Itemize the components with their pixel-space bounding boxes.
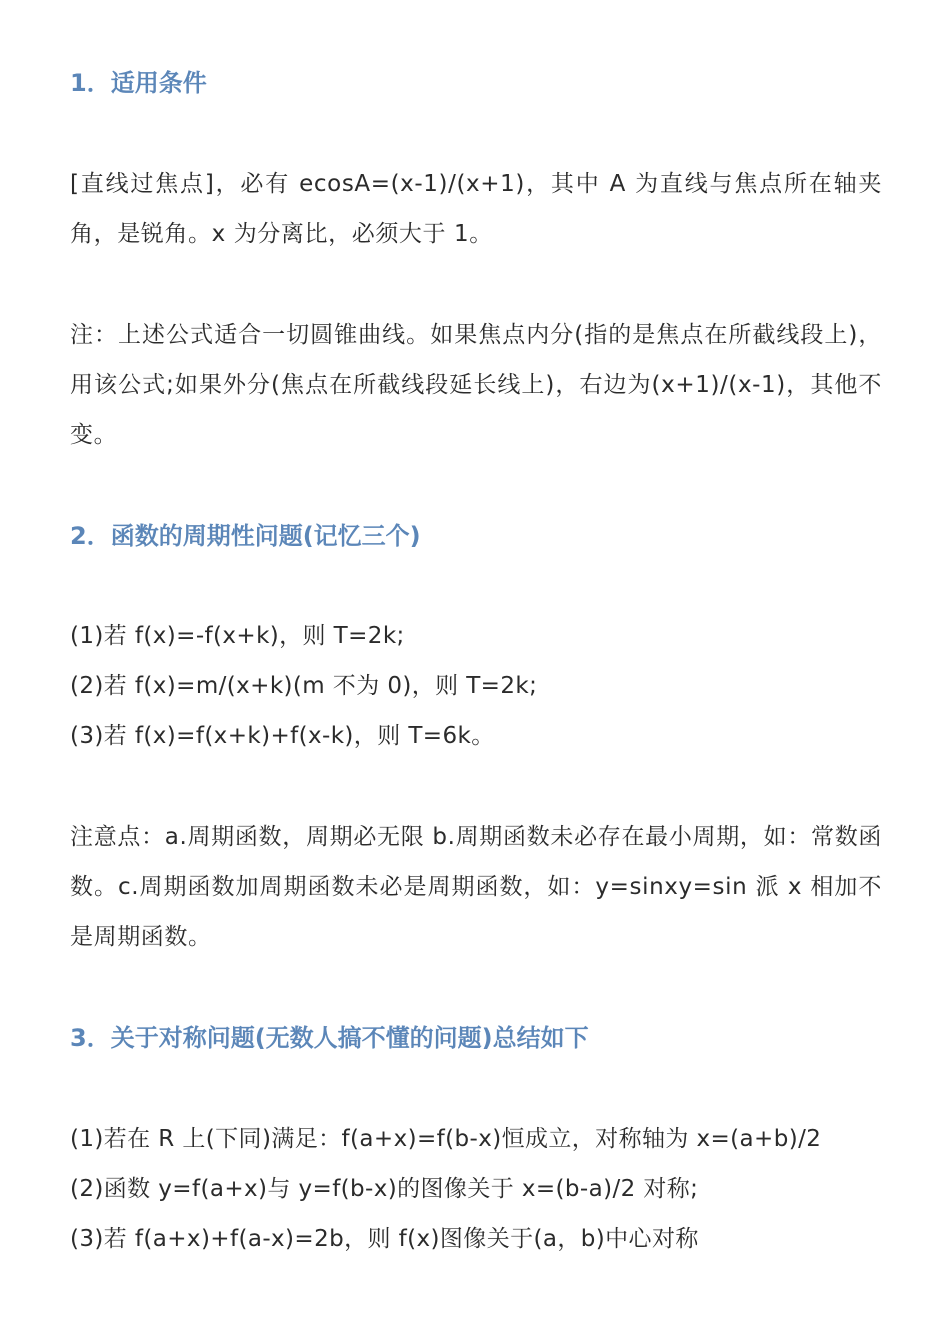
section-1-heading: 1．适用条件 bbox=[70, 69, 207, 97]
section-3-heading: 3．关于对称问题(无数人搞不懂的问题)总结如下 bbox=[70, 1024, 589, 1052]
symmetry-rule-2: (2)函数 y=f(a+x)与 y=f(b-x)的图像关于 x=(b-a)/2 对称; bbox=[70, 1176, 699, 1202]
section-2-note: 注意点：a.周期函数，周期必无限 b.周期函数未必存在最小周期，如：常数函数。c.周期函数加周期函数未必是周期函数，如：y=sinxy=sin 派 x 相加不是周期函数。 bbox=[70, 824, 882, 950]
symmetry-rule-3: (3)若 f(a+x)+f(a-x)=2b，则 f(x)图像关于(a，b)中心对称 bbox=[70, 1226, 699, 1252]
section-1-paragraph-note: 注：上述公式适合一切圆锥曲线。如果焦点内分(指的是焦点在所截线段上)，用该公式;如果外分(焦点在所截线段延长线上)，右边为(x+1)/(x-1)，其他不变。 bbox=[70, 322, 882, 448]
section-2-heading: 2．函数的周期性问题(记忆三个) bbox=[70, 522, 421, 550]
periodicity-rule-2: (2)若 f(x)=m/(x+k)(m 不为 0)，则 T=2k; bbox=[70, 673, 538, 699]
periodicity-rule-3: (3)若 f(x)=f(x+k)+f(x-k)，则 T=6k。 bbox=[70, 723, 495, 749]
section-1-paragraph-focus-formula: [直线过焦点]，必有 ecosA=(x-1)/(x+1)，其中 A 为直线与焦点所在轴夹角，是锐角。x 为分离比，必须大于 1。 bbox=[70, 171, 882, 247]
symmetry-rule-1: (1)若在 R 上(下同)满足：f(a+x)=f(b-x)恒成立，对称轴为 x=(a+b)/2 bbox=[70, 1126, 822, 1152]
periodicity-rule-1: (1)若 f(x)=-f(x+k)，则 T=2k; bbox=[70, 623, 405, 649]
